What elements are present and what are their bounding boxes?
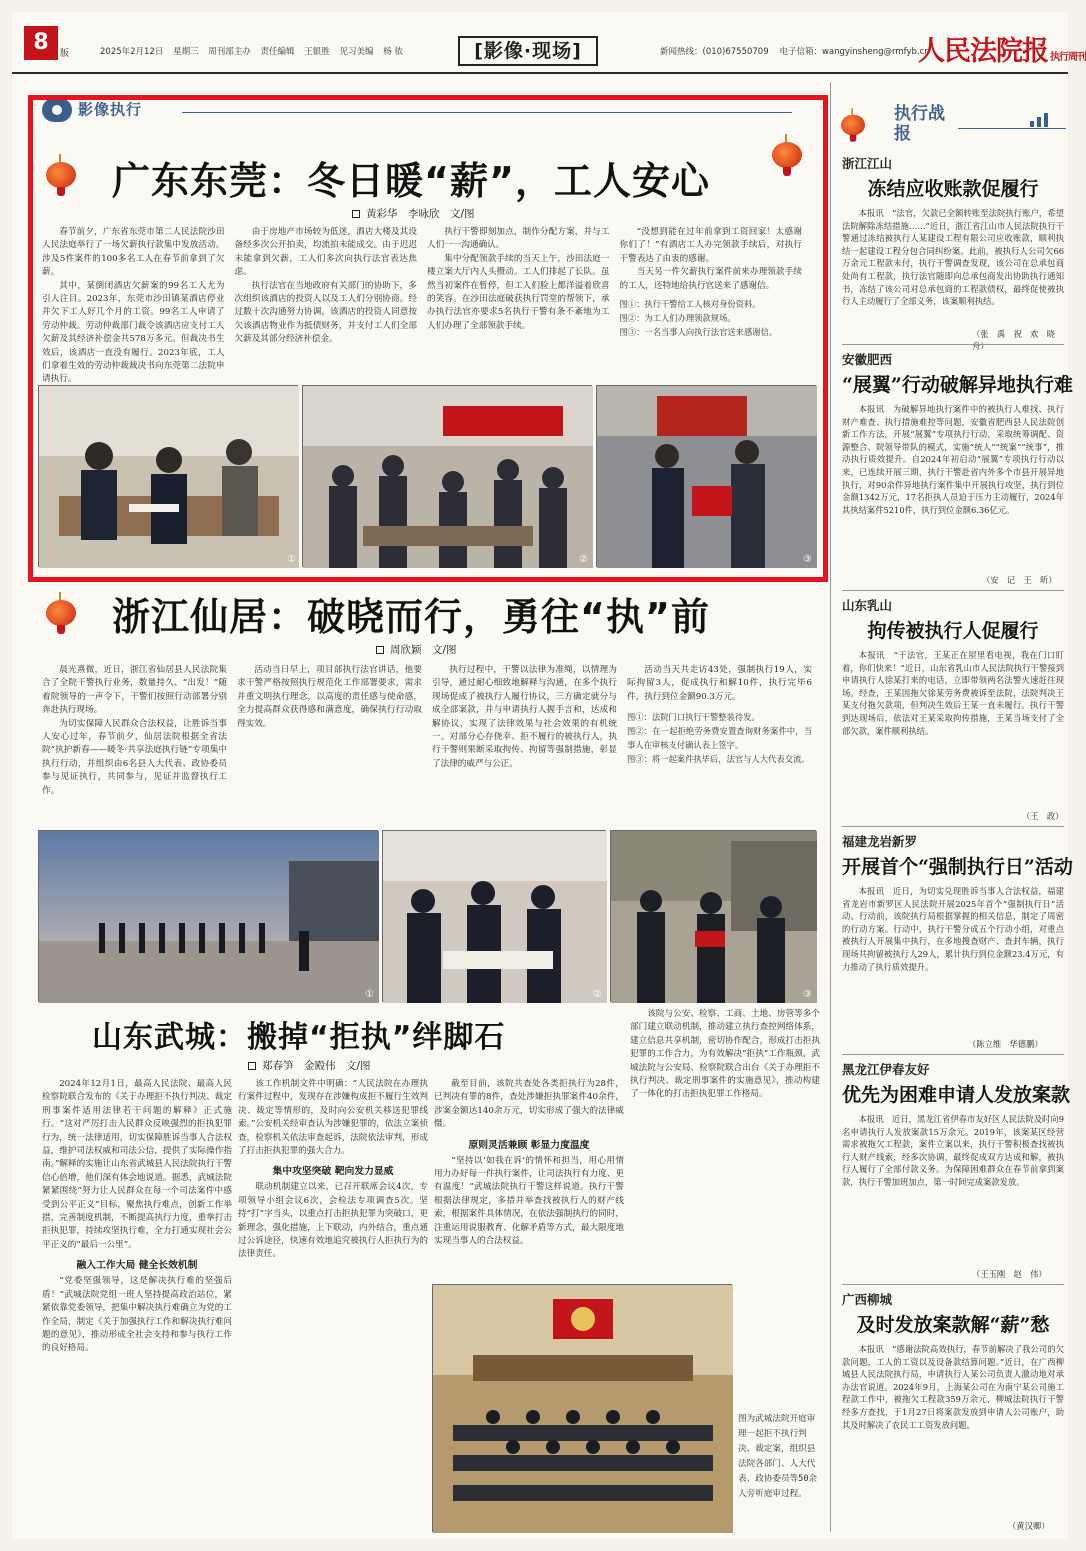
photo-7-caption: 图为武城法院开庭审理一起拒不执行判决、裁定案，组织县法院各部门、人大代表、政协委员等50余人旁听庭审过程。 xyxy=(738,1414,818,1499)
column-divider xyxy=(830,82,831,1532)
article-2-col: 晨光熹微，近日，浙江省仙居县人民法院集合了全院干警执行业务，数量持久、“出发！”随着院领导的一声令下，干警们按照行动部署分别奔赴执行现场。 为切实保障人民群众合法权益，让胜诉当事人安心过年，春节前夕，仙居法院根据全省法院“执护新春——暖冬·共享法庭执行链”专项集中执行行动，并组织由6名县人大代表、政协委员参与见证执行，共同参与，见证并监督执行工作。 xyxy=(42,665,227,796)
header-meta xyxy=(100,45,410,57)
photo-4-dawn-lineup xyxy=(38,830,378,1002)
bars-icon xyxy=(1028,112,1058,126)
sidebar-author: （安 记 王 昕） xyxy=(982,575,1057,585)
sidebar-title: 执行战报 xyxy=(894,104,945,144)
article-3-byline: 郑春笋 金殿伟 文/图 xyxy=(248,1058,371,1073)
page-number: 8 xyxy=(24,26,58,60)
article-2-captions: 图①：法院门口执行干警整装待发。 图②：在一起拒绝劳务费安置查询财务案件中，当事人在审核支付确认表上签字。 图③：将一起案件执毕后，法官与人大代表交流。 xyxy=(627,712,812,765)
photo-5-signing xyxy=(382,830,606,1002)
subhead-3: 原则灵活兼顾 彰显力度温度 xyxy=(468,1139,590,1151)
article-2-body xyxy=(42,664,812,824)
article-3-col-2: 该工作机制文件中明确：“人民法院在办理执行案件过程中，发现存在涉嫌构成拒不履行生效判决、裁定等情形的，及时向公安机关移送犯罪线索。”公安机关经审查认为涉嫌犯罪的，依法立案侦查，检察机关依法审查起诉，法院依法审判，形成了打击拒执犯罪的强大合力。 集中攻坚突破 靶向发力显威 联动机制建立以来，已召开联席会议4次，专项领导小组会议6次，会检法专项调查5次。坚持“打”字当头，以重点打击拒执犯罪为突破口，更新理念，强化措施，上下联动，内外结合，重点通过公诉途径，快速有效地追究被执行人拒执行为的法律责任。 xyxy=(238,1079,428,1260)
article-2-byline: 周欣颖 文/图 xyxy=(376,642,457,657)
photo-6-street-talk xyxy=(610,830,816,1002)
sidebar-header xyxy=(838,98,1066,148)
svg-text:①: ① xyxy=(287,554,296,565)
subhead-1: 融入工作大局 健全长效机制 xyxy=(76,1260,198,1272)
sidebar-item-anhui-feixi: 安徽肥西 “展翼”行动破解异地执行难 本报讯 为破解异地执行案件中的被执行人难找、执行财产难查、执行措施难控等问题，安徽省肥西县人民法院创新工作方法，开展“展翼”专项执行行动，采取统筹调配、资源整合、院领导带队的模式，实施“统人”“统案”“统事”，推动执行质效提升。自2024年初启动“展翼”专项执行行动以来，已连续开展三期，执行干警赴省内外多个市县开展异地执行，对90余件异地执行案件集中开展执行攻坚，执行到位金额1342万元，17名拒执人员迫于压力主动履行，2024年其执结案件5210件，执行到位金额6.36亿元。 xyxy=(842,352,1073,515)
svg-text:③: ③ xyxy=(803,554,812,565)
sidebar-item-zhejiang-jiangshan: 浙江江山 冻结应收账款促履行 本报讯 “法官，欠款已全额转账至法院执行账户，希望法院解除冻结措施……”近日，浙江省江山市人民法院执行干警通过冻结被执行人某建设工程有限公司应收账款，顺利执结一起建设工程分包合同纠纷案。此前，被执行人公司欠66万余元工程款未付，执行干警调查发现，该公司在总承包商处尚有工程款，执行法官随即向总承包商发出协助执行通知书，冻结了该公司对总承包商的工程款债权，最终促使被执行人主动履行了全部义务，该案顺利执结。 xyxy=(842,156,1064,307)
article-1-col: 执行干警即刻加点，制作分配方案，并与工人们一一沟通确认。 集中分配领款手续的当天上午，沙田法庭一楼立案大厅内人头攒动。工人们排起了长队。虽然当初案件在暂停，但工人们脸上都洋溢着欣喜的笑容。在沙田法庭破获执行罚堂的帮领下，承办执行法官亦要求5名执行干警有条不紊地为工人们办理了全部领款手续。 xyxy=(427,227,610,331)
subhead-2: 集中攻坚突破 靶向发力显威 xyxy=(272,1166,394,1178)
article-1-headline: 广东东莞：冬日暖“薪”，工人安心 xyxy=(112,159,710,203)
feature-label: 影像执行 xyxy=(42,98,142,122)
section-name: [影像·现场] xyxy=(458,36,598,66)
page-suffix: 版 xyxy=(60,49,70,59)
news-hotline: 新闻热线：(010)67550709 xyxy=(660,47,769,57)
intern-label: 见习美编 xyxy=(339,47,374,57)
sidebar-author: （陈立维 华德鹏） xyxy=(968,1039,1043,1049)
issue-host: 周刊部主办 xyxy=(208,47,251,57)
article-3-col-4: 该院与公安、检察、工商、土地、房管等多个部门建立联动机制，推动建立执行查控网络体系，建立信息共享机制，密切协作配合，形成打击拒执犯罪的工作合力，为有效解决“拒执”工作瓶颈，武城法院与公安局、检察院联合出台《关于办理拒不执行判决、裁定刑事案件的实施意见》，推动构建了一体化的打击拒执犯罪工作格局。 xyxy=(630,1009,820,1100)
news-email: 电子信箱：wangyinsheng@rmfyb.cn xyxy=(779,47,930,57)
newspaper-page xyxy=(12,12,1086,1539)
article-3-headline: 山东武城：搬掉“拒执”绊脚石 xyxy=(92,1020,506,1055)
svg-text:②: ② xyxy=(579,554,588,565)
sidebar-author: （王 政） xyxy=(1022,811,1064,821)
masthead-sub: 执行周刊 xyxy=(1050,52,1086,63)
svg-text:①: ① xyxy=(365,989,374,1000)
article-1-col: “没想到能在过年前拿到工资回家！太感谢你们了！”有酒店工人办完领款手续后，对执行干警表达了由衷的感谢。 当天另一件欠薪执行案件前来办理领款手续的工人，还特地给执行官送来了感谢信。 图①：执行干警给工人核对身份资料。 图②：为工人们办理领款规场。 图③：一名当事人向执行法官送来感谢信。 xyxy=(619,227,802,338)
masthead-title: 人民法院报 xyxy=(918,36,1048,67)
article-2-col: 活动当日早上，项目部执行法官讲话，他要求干警严格按照执行规范化工作部署要求，需求并重文明执行理念，以高度的责任感与使命感，全力提高群众获得感和满意度，确保执行行动取得实效。 xyxy=(237,665,422,729)
article-2-headline: 浙江仙居：破晓而行，勇往“执”前 xyxy=(112,595,710,639)
contact-line xyxy=(660,45,930,57)
photo-7-courtroom xyxy=(432,1284,732,1532)
issue-date: 2025年2月12日 xyxy=(100,47,164,57)
sidebar-author: （黄汉卿） xyxy=(1008,1521,1050,1531)
article-1-byline: 黄彩华 李咏欣 文/图 xyxy=(352,206,475,221)
svg-text:②: ② xyxy=(593,989,602,1000)
sidebar-author: （王玉刚 赵 伟） xyxy=(972,1269,1047,1279)
article-1-col: 由于房地产市场较为低迷，酒店大楼及其设备经多次公开拍卖，均流拍未能成交。由于迟迟未能拿到欠薪，工人们多次向执行法官表达焦虑。 执行法官在当地政府有关部门的协助下，多次组织该酒店的投资人以及工人们分别协商。经过数十次沟通努力协调，该酒店的投资人同意按欠该酒店物业作为抵债财务，并支付工人们全部欠薪及其部分经济补偿金。 xyxy=(234,227,417,345)
intern-name: 杨 依 xyxy=(383,47,403,57)
article-3-col-3: 截至目前，该院共查处各类拒执行为28件，已判决有罪的8件，查处涉嫌拒执罪案件40余件，涉案金额达140余万元，切实形成了强大的法律威慑。 原则灵活兼顾 彰显力度温度 “坚持以‘如我在诉’的情怀和担当，用心用情用力办好每一件执行案件，让司法执行有力度、更有温度！”武城法院执行干警这样说道。执行干警根据法律规定，多措并举查找被执行人的财产线索，根据案件具体情况，在依法强制执行的同时，注重运用说服教育、化解矛盾等方式，最大限度地实现当事人的合法权益。 xyxy=(434,1079,624,1247)
sidebar-item-fujian-xinluo: 福建龙岩新罗 开展首个“强制执行日”活动 本报讯 近日，为切实兑现胜诉当事人合法权益，福建省龙岩市新罗区人民法院开展2025年首个“强制执行日”活动。行动前，该院执行局根据掌握的相关信息，制定了周密的行动方案。行动中，执行干警分成五个行动小组，对重点被执行人开展集中执行，在多地搜查财产、查封车辆，执行现场共拘留被执行人29人，累计执行到位金额23.4万元，有力推动了执行质效提升。 xyxy=(842,834,1073,972)
article-2-col: 执行过程中，干警以法律为准绳，以情理为引导，通过耐心细致地解释与沟通，在多个执行现场促成了被执行人履行协议，三方确定就分与成全部案款，并与申请执行人握手言和，达成和解协议，实现了法律效果与社会效果的有机统一。对部分心存侥幸、拒不履行的被执行人，执行干警则果断采取拘传、拘留等强制措施，彰显了法律的威严与公正。 xyxy=(432,665,617,769)
issue-weekday: 星期三 xyxy=(173,47,199,57)
article-1-col: 春节前夕，广东省东莞市第二人民法院沙田人民法庭举行了一场欠薪执行款集中发放活动。涉及5件案件的100多名工人在春节前拿到了欠薪。 其中，某倒闭酒店欠薪案的99名工人尤为引人注目。2023年，东莞市沙田镇某酒店停业并欠下工人好几个月的工资。99名工人申请了劳动仲裁。劳动仲裁部门裁令该酒店应支付工人欠薪及其经济补偿金共578万多元。但裁决书生效后，该酒店一直没有履行。2023年底，工人们拿着生效的劳动仲裁裁决书向东莞第二法院申请执行。 xyxy=(42,227,225,385)
lantern-icon xyxy=(841,115,865,136)
sidebar-author: （张 禹 祝 欢 晓 舟） xyxy=(972,329,1064,351)
highlight-frame xyxy=(28,95,828,582)
article-1-captions: 图①：执行干警给工人核对身份资料。 图②：为工人们办理领款规场。 图③：一名当事人向执行法官送来感谢信。 xyxy=(619,299,778,338)
article-2-col: 活动当天共走访43处，强制执行19人，实际拘留3人，促成执行和解10件，执行完毕6件，执行到位金额90.3万元。 图①：法院门口执行干警整装待发。 图②：在一起拒绝劳务费安置查询财务案件中，当事人在审核支付确认表上签字。 图③：将一起案件执毕后，法官与人大代表交流。 xyxy=(627,665,812,765)
article-3-col-1: 2024年12月1日，最高人民法院、最高人民检察院联合发布的《关于办理拒不执行判决、裁定刑事案件适用法律若干问题的解释》正式施行。“这对严厉打击人民群众反映强烈的拒执犯罪行为，统一法律适用，切实保障胜诉当事人合法权益，维护司法权威和司法公信，提供了实际操作指南。”解释的实施让山东省武城县人民法院执行干警信心倍增，他们深有体会地说道。据悉，武城法院紧紧围绕“努力让人民群众在每一个司法案件中感受到公平正义”目标，聚焦执行难点，创新工作举措，完善制度机制，不断提高执行力度，重拳打击拒执犯罪，持续攻坚执行难，全力打通实现社会公平正义的“最后一公里”。 融入工作大局 健全长效机制 “党委坚强领导，这是解决执行难的坚强后盾！”武城法院党组一班人坚持提高政治站位，紧紧依靠党委领导，把集中解决执行难确立为党的工作全局，制定《关于加强执行工作和解决执行难问题的意见》，推动形成全社会支持和参与执行工作的良好格局。 xyxy=(42,1079,232,1354)
masthead xyxy=(918,29,1086,68)
sidebar-item-shandong-rushan: 山东乳山 拘传被执行人促履行 本报讯 “干法官，王某正在屋里看电视，我在门口盯着，你们快来！”近日，山东省乳山市人民法院执行干警接到申请执行人徐某打来的电话，立即带领两名法警火速赶往现场。经查，王某因拖欠徐某劳务费被诉至法院，法院判决王某支付拖欠款项，但判决生效后王某一直未履行。执行干警到达现场后，依法对王某采取拘传措施，王某当场支付了全部欠款，案件顺利执结。 xyxy=(842,598,1064,736)
sidebar-item-guangxi-liucheng: 广西柳城 及时发放案款解“薪”愁 本报讯 “感谢法院高效执行，春节前解决了我公司的欠款问题，工人的工资以及设备款结算问题。”近日，在广西柳城县人民法院执行局，申请执行人某公司负责人激动地对承办法官说道。2024年9月，上海某公司在为南宁某公司施工程款工作中，被拖欠工程款359万余元，柳城法院执行干警经多方查找，于1月27日将案款发放到申请人公司账户，助其及时解决了农民工工资发放问题。 xyxy=(842,1292,1064,1430)
responsible-label: 责任编辑 xyxy=(260,47,295,57)
svg-text:③: ③ xyxy=(803,989,812,1000)
responsible-name: 王银胜 xyxy=(304,47,330,57)
sidebar-item-heilongjiang-youhao: 黑龙江伊春友好 优先为困难申请人发放案款 本报讯 近日，黑龙江省伊春市友好区人民法院及时向9名申请执行人发放案款15万余元。2019年，该案某区经营需求被拖欠工程款，案件立案以来，执行干警积极查找被执行人财产线索，经多次协调，最终促成双方达成和解，被执行人履行了全部付款义务。为保障困难群众在春节前拿到案款，执行干警加班加点，第一时间完成案款发放。 xyxy=(842,1062,1071,1187)
lantern-icon xyxy=(46,600,76,626)
